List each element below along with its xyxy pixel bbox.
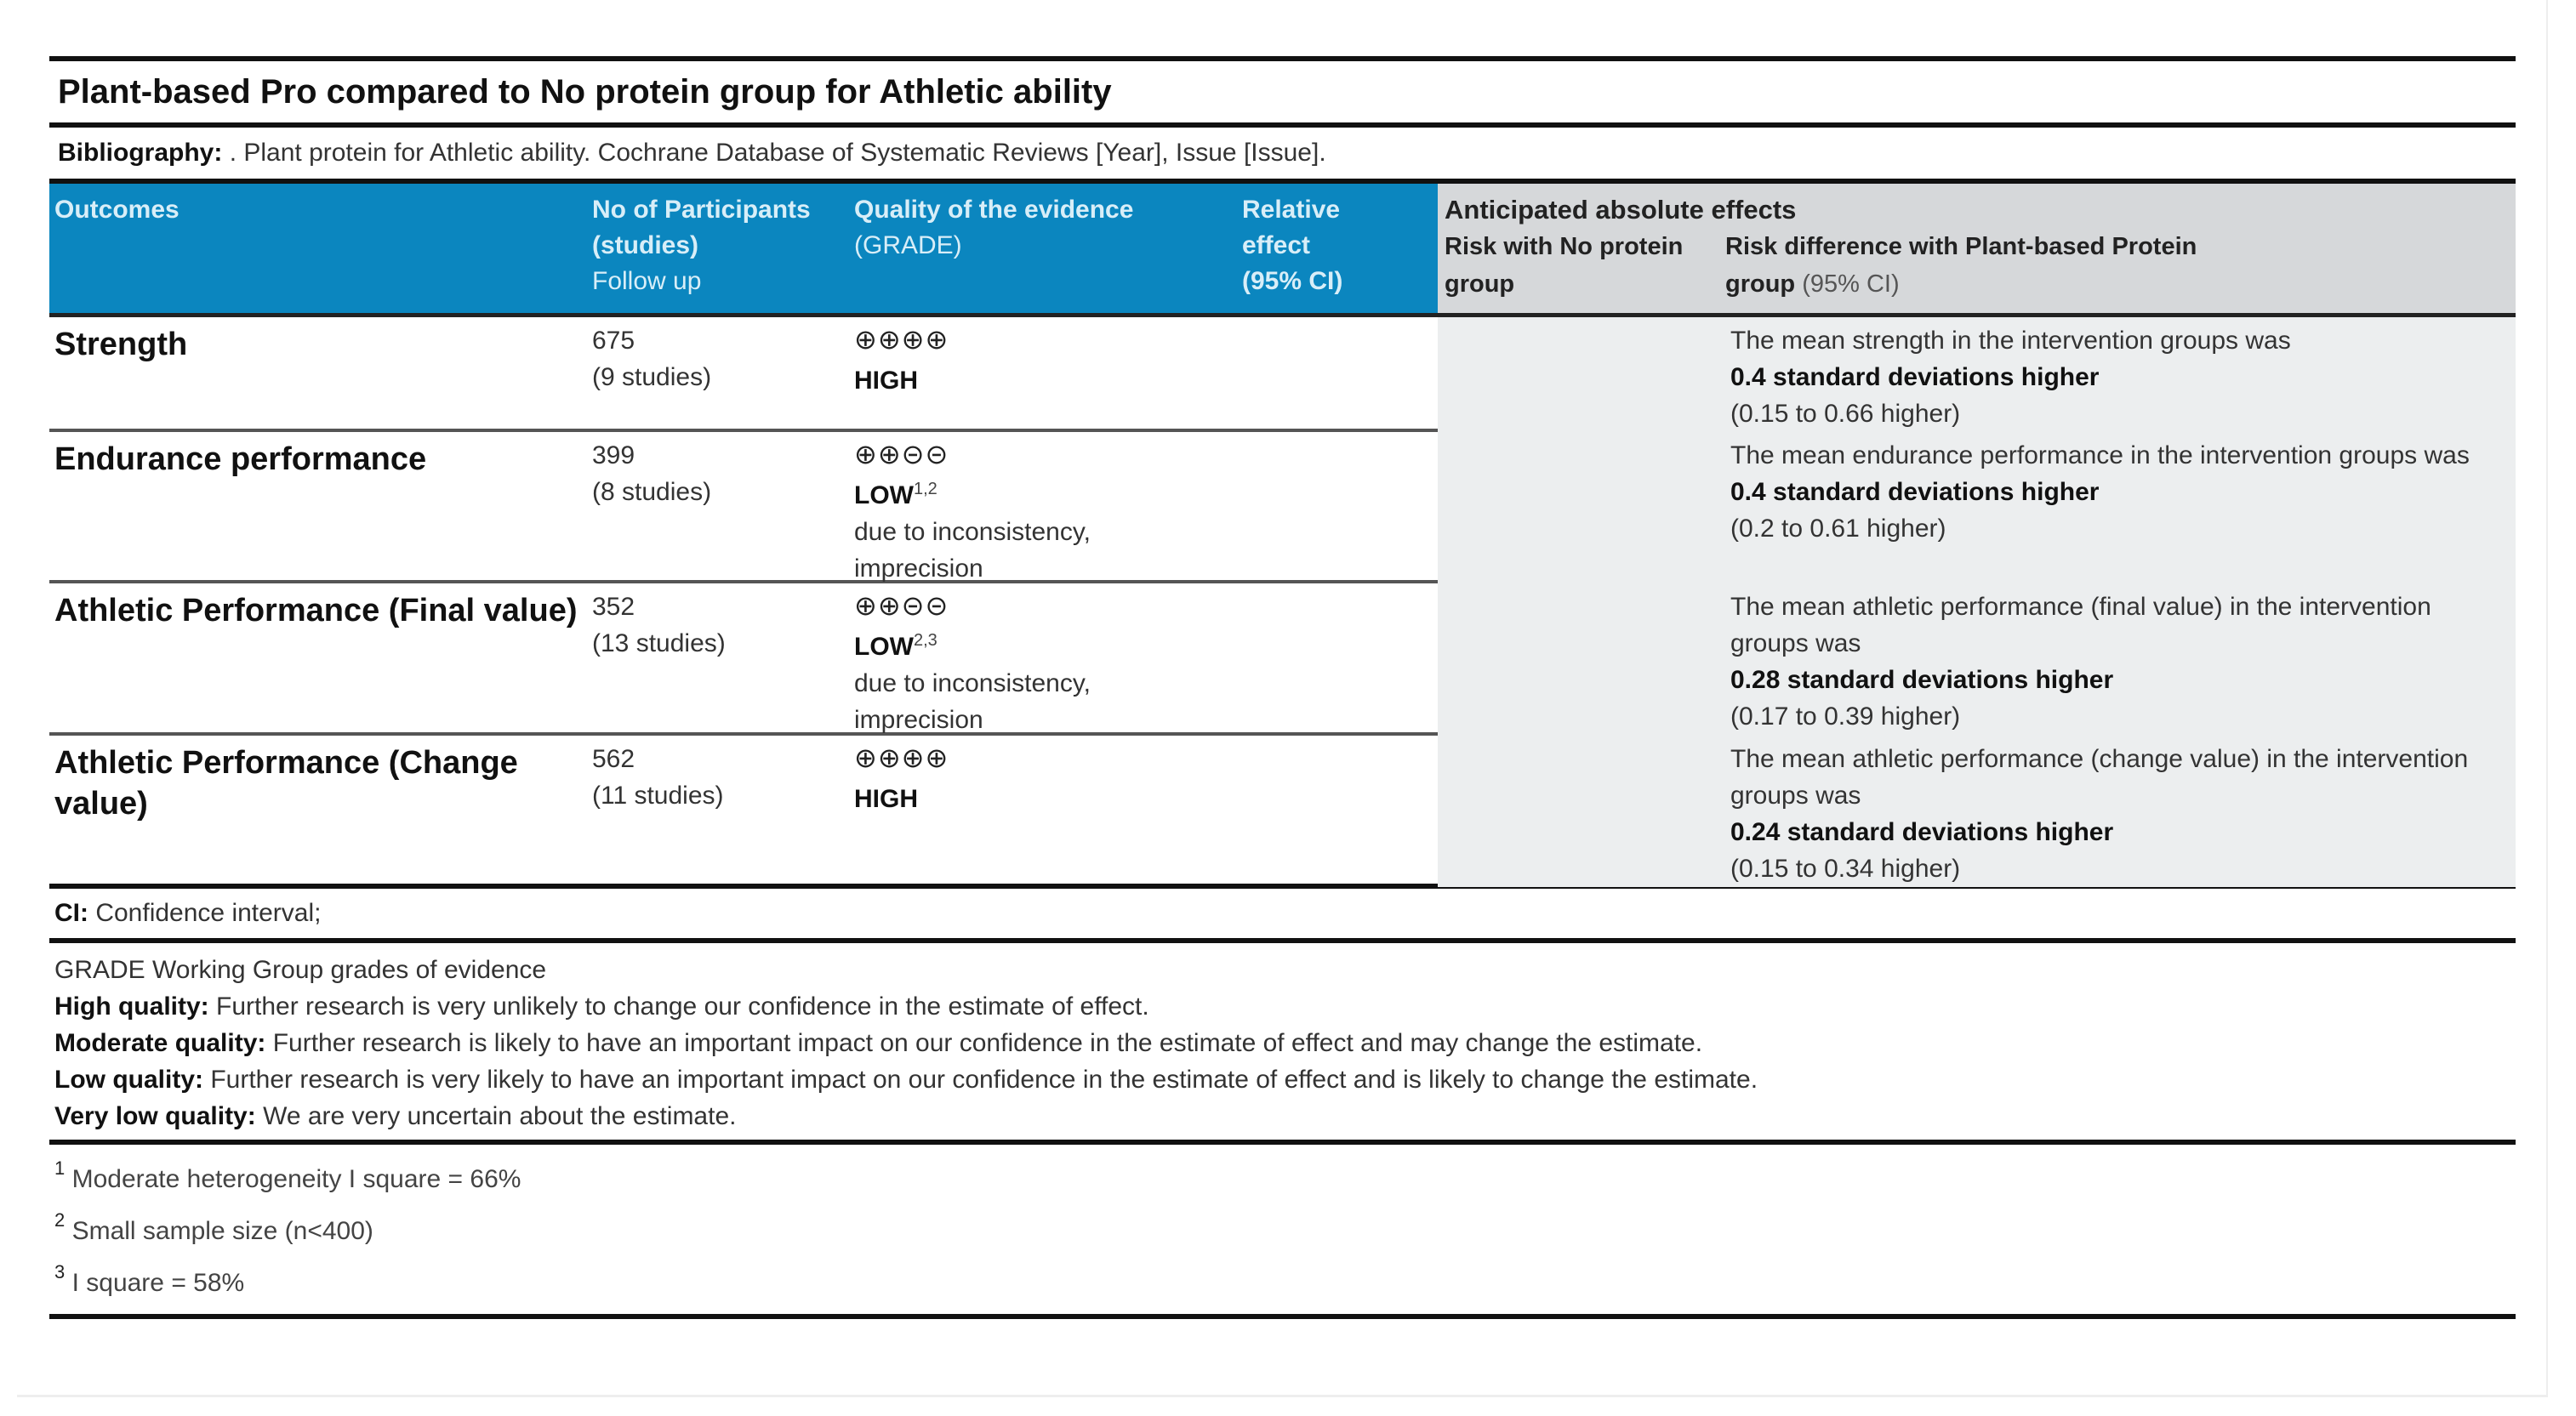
quality-rating: HIGH — [854, 367, 918, 395]
grade-legend — [49, 943, 2516, 1140]
quality-rating: HIGH — [854, 785, 918, 813]
footnote-text: I square = 58% — [65, 1269, 245, 1297]
ci-note — [49, 889, 2516, 938]
table-row — [49, 583, 2516, 732]
header-relative-line1: Relative — [1242, 196, 1341, 224]
grade-certainty-icon: ⊕⊕⊝⊝ — [854, 590, 949, 621]
risk-difference-value: 0.24 standard deviations higher — [1730, 818, 2114, 846]
relative-effect-cell — [1237, 432, 1438, 587]
header-risk-difference — [1725, 228, 2236, 303]
ci-note-text: Confidence interval; — [88, 899, 322, 927]
grade-item-label: Low quality: — [54, 1066, 203, 1094]
grade-item-text: We are very uncertain about the estimate. — [255, 1102, 737, 1130]
outcome-name: Athletic Performance (Change value) — [54, 745, 518, 822]
header-participants — [587, 184, 849, 313]
risk-difference-cell — [1718, 432, 2516, 587]
header-risk-difference-ci: (95% CI) — [1802, 270, 1900, 298]
risk-difference-ci: (0.2 to 0.61 higher) — [1730, 515, 1946, 543]
bibliography-label: Bibliography: — [58, 139, 223, 167]
grade-item-text: Further research is likely to have an important impact on our confidence in the estimate of effect and may change the estimate. — [265, 1029, 1703, 1057]
grade-heading: GRADE Working Group grades of evidence — [54, 956, 547, 984]
grade-certainty-icon: ⊕⊕⊝⊝ — [854, 439, 949, 469]
grade-item-moderate — [54, 1025, 2516, 1061]
table-title: Plant-based Pro compared to No protein group for Athletic ability — [58, 73, 1112, 111]
participants-cell — [587, 432, 849, 587]
risk-difference-value: 0.28 standard deviations higher — [1730, 666, 2114, 694]
header-risk-difference-label: Risk difference with Plant-based Protein group — [1725, 233, 2197, 298]
table-header — [49, 184, 2516, 313]
risk-difference-intro: The mean endurance performance in the intervention groups was — [1730, 441, 2470, 469]
quality-footnote-ref: 1,2 — [913, 480, 938, 498]
table-row — [49, 736, 2516, 884]
grade-item-very-low — [54, 1098, 2516, 1135]
grade-item-text: Further research is very likely to have an important impact on our confidence in the estimate of effect and is likely to change the estimate. — [203, 1066, 1758, 1094]
relative-effect-cell — [1237, 736, 1438, 887]
grade-item-label: High quality: — [54, 992, 209, 1021]
footnote-text: Small sample size (n<400) — [65, 1217, 373, 1245]
header-risk-no-protein-line2: group — [1445, 270, 1515, 298]
risk-difference-value: 0.4 standard deviations higher — [1730, 363, 2100, 391]
outcome-name: Athletic Performance (Final value) — [54, 593, 578, 628]
risk-no-protein-cell — [1438, 583, 1718, 738]
outcome-name: Endurance performance — [54, 441, 427, 477]
risk-difference-intro: The mean athletic performance (change value) in the intervention groups was — [1730, 745, 2469, 810]
footnote-number: 1 — [54, 1157, 66, 1179]
header-relative-line3: (95% CI) — [1242, 267, 1343, 295]
risk-difference-intro: The mean athletic performance (final value) in the intervention groups was — [1730, 593, 2431, 657]
header-risk-no-protein-line1: Risk with No protein — [1445, 233, 1684, 260]
footnote-number: 2 — [54, 1209, 66, 1231]
header-quality-line2: (GRADE) — [854, 231, 962, 259]
quality-reason-line1: due to inconsistency, — [854, 669, 1091, 697]
summary-of-findings-table — [49, 56, 2516, 1319]
participants-cell — [587, 583, 849, 738]
quality-rating: LOW — [854, 633, 914, 661]
risk-difference-intro: The mean strength in the intervention groups was — [1730, 327, 2291, 355]
studies-count: (9 studies) — [592, 363, 712, 391]
grade-item-high — [54, 988, 2516, 1025]
quality-cell — [849, 583, 1237, 738]
table-row — [49, 432, 2516, 583]
quality-reason-line2: imprecision — [854, 706, 983, 734]
quality-cell — [849, 432, 1237, 587]
quality-cell — [849, 736, 1237, 887]
risk-difference-ci: (0.17 to 0.39 higher) — [1730, 702, 1961, 731]
studies-count: (13 studies) — [592, 629, 726, 657]
outcome-name: Strength — [54, 327, 188, 362]
footnote-text: Moderate heterogeneity I square = 66% — [65, 1165, 521, 1193]
risk-no-protein-cell — [1438, 432, 1718, 587]
header-risk-no-protein — [1445, 228, 1725, 303]
header-relative-line2: effect — [1242, 231, 1311, 259]
header-relative-effect — [1237, 184, 1438, 313]
bibliography-text: . Plant protein for Athletic ability. Cochrane Database of Systematic Reviews [Year], Issue [Issue]. — [229, 139, 1326, 167]
risk-difference-ci: (0.15 to 0.66 higher) — [1730, 400, 1961, 428]
risk-difference-value: 0.4 standard deviations higher — [1730, 478, 2100, 506]
table-row — [49, 317, 2516, 429]
quality-reason-line1: due to inconsistency, — [854, 518, 1091, 546]
studies-count: (8 studies) — [592, 478, 712, 506]
footnotes — [49, 1145, 2516, 1314]
participants-cell — [587, 317, 849, 432]
grade-certainty-icon: ⊕⊕⊕⊕ — [854, 324, 949, 355]
header-participants-line2: (studies) — [592, 231, 699, 259]
risk-difference-cell — [1718, 317, 2516, 432]
footnote — [54, 1202, 2516, 1254]
header-outcomes — [49, 184, 587, 313]
quality-reason-line2: imprecision — [854, 554, 983, 583]
risk-no-protein-cell — [1438, 736, 1718, 887]
grade-item-label: Very low quality: — [54, 1102, 256, 1130]
risk-difference-cell — [1718, 736, 2516, 887]
quality-rating: LOW — [854, 481, 914, 509]
bibliography — [49, 128, 2516, 179]
quality-footnote-ref: 2,3 — [913, 631, 938, 650]
risk-difference-cell — [1718, 583, 2516, 738]
header-quality-line1: Quality of the evidence — [854, 196, 1134, 224]
participants-count: 399 — [592, 441, 635, 469]
footnote — [54, 1150, 2516, 1202]
grade-certainty-icon: ⊕⊕⊕⊕ — [854, 742, 949, 773]
grade-item-text: Further research is very unlikely to change our confidence in the estimate of effect. — [208, 992, 1149, 1021]
participants-cell — [587, 736, 849, 887]
participants-count: 352 — [592, 593, 635, 621]
risk-no-protein-cell — [1438, 317, 1718, 432]
header-quality — [849, 184, 1237, 313]
participants-count: 675 — [592, 327, 635, 355]
header-anticipated-subcolumns — [1445, 228, 2516, 303]
footnote — [54, 1254, 2516, 1305]
relative-effect-cell — [1237, 317, 1438, 432]
ci-note-label: CI: — [54, 899, 88, 927]
header-participants-line1: No of Participants — [592, 196, 811, 224]
relative-effect-cell — [1237, 583, 1438, 738]
studies-count: (11 studies) — [592, 782, 724, 810]
header-outcomes-label: Outcomes — [54, 196, 180, 224]
footnote-number: 3 — [54, 1261, 66, 1282]
participants-count: 562 — [592, 745, 635, 773]
quality-cell — [849, 317, 1237, 432]
header-anticipated-label: Anticipated absolute effects — [1445, 195, 1797, 225]
footnotes-bottom-rule — [49, 1314, 2516, 1319]
risk-difference-ci: (0.15 to 0.34 higher) — [1730, 855, 1961, 883]
header-participants-line3: Follow up — [592, 267, 702, 295]
grade-item-label: Moderate quality: — [54, 1029, 266, 1057]
grade-item-low — [54, 1061, 2516, 1098]
header-anticipated-effects — [1438, 184, 2516, 313]
